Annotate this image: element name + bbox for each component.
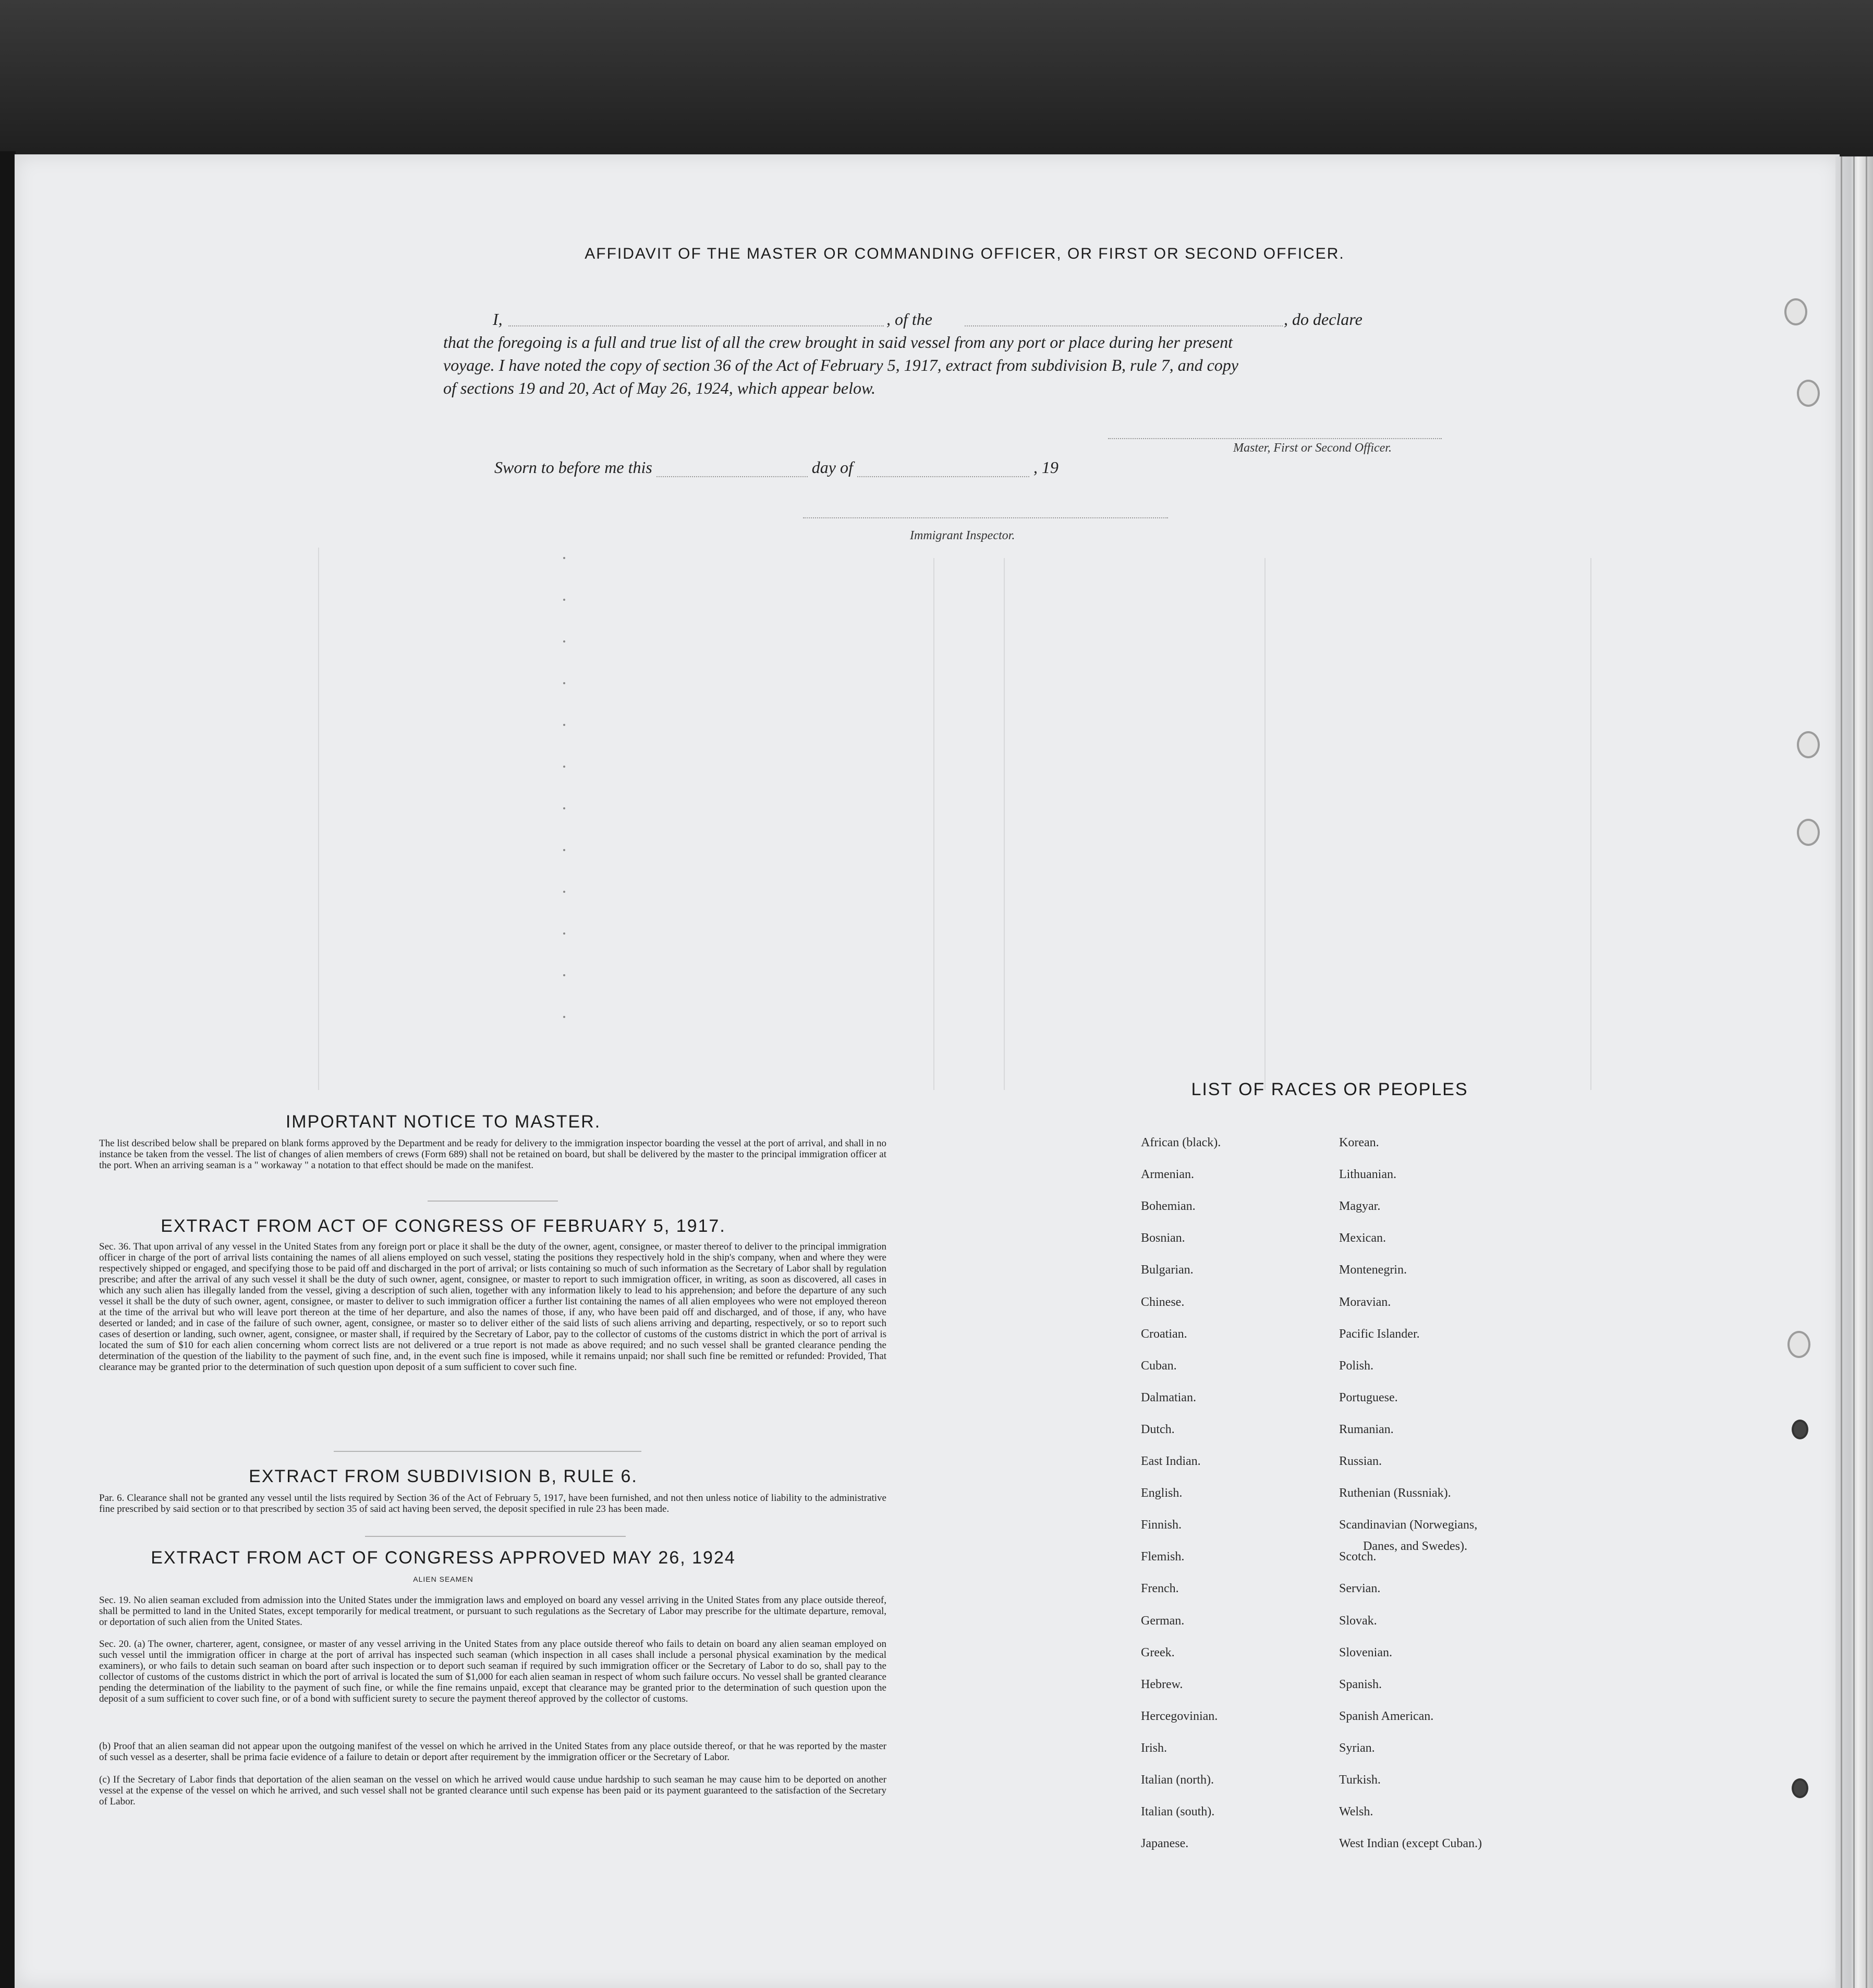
race-item: Servian. <box>1339 1582 1381 1595</box>
binder-hole <box>1787 1331 1810 1358</box>
page-stack-edge <box>1835 156 1873 1988</box>
race-item: Armenian. <box>1141 1168 1194 1181</box>
race-item: Greek. <box>1141 1646 1175 1659</box>
extract-rule6-title: EXTRACT FROM SUBDIVISION B, RULE 6. <box>249 1466 638 1486</box>
extract-1924-sec20c: (c) If the Secretary of Labor finds that deportation of the alien seaman on the vessel on which he arrived would cause undue hardship to such seaman he may cause him to be deported on another vessel at the expense of the vessel on which he arrived, and such vessel shall not be granted clearance until such expense has been paid or its payment guaranteed to the satisfaction of the Secretary of Labor. <box>99 1774 886 1807</box>
race-item: Scandinavian (Norwegians, <box>1339 1518 1478 1532</box>
extract-1917-title: EXTRACT FROM ACT OF CONGRESS OF FEBRUARY 5, 1917. <box>161 1216 726 1236</box>
vessel-name-blank[interactable] <box>965 310 1283 326</box>
affidavit-body <box>443 308 1460 399</box>
race-item: Finnish. <box>1141 1518 1182 1532</box>
affidavit-title: AFFIDAVIT OF THE MASTER OR COMMANDING OFFICER, OR FIRST OR SECOND OFFICER. <box>585 245 1345 262</box>
affidavit-line: voyage. I have noted the copy of section 36 of the Act of February 5, 1917, extract from subdivision B, rule 7, and copy <box>443 356 1238 374</box>
race-item: Pacific Islander. <box>1339 1327 1420 1341</box>
extract-rule6-body: Par. 6. Clearance shall not be granted any vessel until the lists required by Section 36 of the Act of February 5, 1917, have been furnished, and not then unless notice of liability to the administrative fine prescribed by said section or to that prescribed by section 35 of said act having been served, the deposit specified in rule 23 has been made. <box>99 1493 886 1514</box>
extract-1924-sec20a: Sec. 20. (a) The owner, charterer, agent, consignee, or master of any vessel arriving in the United States from any place outside thereof who fails to detain on board any alien seaman employed on such vessel until the immigration officer in charge at the port of arrival has inspected such seaman (which inspection in all cases shall include a personal physical examination by the medical examiners), or who fails to detain such seaman on board after such inspection or to deport such seaman if required by such immigration officer or the Secretary of Labor to do so, shall pay to the collector of customs of the customs district in which the port of arrival is located the sum of $1,000 for each alien seaman in respect of whom such failure occurs. No vessel shall be granted clearance pending the determination of the liability to the payment of such fine, or while the fine remains unpaid, except that clearance may be granted prior to the determination of such question upon the deposit of a sum sufficient to cover such fine, or of a bond with sufficient surety to secure the payment thereof approved by the collector of customs. <box>99 1639 886 1704</box>
race-item: Turkish. <box>1339 1773 1381 1787</box>
binder-hole <box>1797 819 1820 846</box>
bleed-through-dot <box>563 974 565 976</box>
bleed-through-dot <box>563 557 565 559</box>
binder-hole <box>1792 1420 1808 1439</box>
sworn-month-blank[interactable] <box>857 460 1029 477</box>
bleed-through-dot <box>563 682 565 684</box>
race-item: Lithuanian. <box>1339 1168 1396 1181</box>
race-item: French. <box>1141 1582 1179 1595</box>
race-item: Rumanian. <box>1339 1423 1394 1436</box>
race-item: Syrian. <box>1339 1741 1375 1755</box>
race-item: Japanese. <box>1141 1837 1189 1850</box>
sworn-day-blank[interactable] <box>656 460 808 477</box>
binder-hole <box>1792 1778 1808 1798</box>
notice-body: The list described below shall be prepared on blank forms approved by the Department and be ready for delivery to the immigration inspector boarding the vessel at the port of arrival, and shall in no instance be taken from the vessel. The list of changes of alien members of crews (Form 689) shall not be retained on board, but shall be delivered by the master to the principal immigration officer at the port. When an arriving seaman is a " workaway " a notation to that effect should be made on the manifest. <box>99 1138 886 1171</box>
race-item: West Indian (except Cuban.) <box>1339 1837 1482 1850</box>
race-item: Croatian. <box>1141 1327 1187 1341</box>
affidavit-line: of sections 19 and 20, Act of May 26, 1924, which appear below. <box>443 379 875 397</box>
race-item: Chinese. <box>1141 1295 1185 1309</box>
race-item: Spanish American. <box>1339 1710 1434 1723</box>
race-item: Italian (north). <box>1141 1773 1214 1787</box>
sworn-day-of: day of <box>811 458 853 477</box>
race-item: Hercegovinian. <box>1141 1710 1218 1723</box>
race-item: Dutch. <box>1141 1423 1175 1436</box>
bleed-through-dot <box>563 891 565 893</box>
scanner-background-top <box>0 0 1873 156</box>
race-item: Mexican. <box>1339 1231 1386 1245</box>
race-item: Ruthenian (Russniak). <box>1339 1486 1451 1500</box>
binder-hole <box>1797 380 1820 407</box>
race-item: Flemish. <box>1141 1550 1185 1563</box>
extract-1924-sec19: Sec. 19. No alien seaman excluded from admission into the United States under the immigration laws and employed on board any vessel arriving in the United States from any place outside thereof, shall be permitted to land in the United States, except temporarily for medical treatment, or pursuant to such regulations as the Secretary of Labor may prescribe for the ultimate departure, removal, or deportation of such alien from the United States. <box>99 1595 886 1628</box>
inspector-caption: Immigrant Inspector. <box>910 529 1015 542</box>
master-name-blank[interactable] <box>508 310 884 326</box>
bleed-through-dot <box>563 724 565 726</box>
sworn-year: , 19 <box>1033 458 1059 477</box>
notice-title: IMPORTANT NOTICE TO MASTER. <box>285 1112 601 1132</box>
master-caption: Master, First or Second Officer. <box>1233 441 1392 455</box>
extract-1917-body: Sec. 36. That upon arrival of any vessel in the United States from any foreign port or place it shall be the duty of the owner, agent, consignee, or master thereof to deliver to the principal immigration officer in charge of the port of arrival lists containing the names of all aliens employed on such vessel, stating the positions they respectively hold in the ship's company, when and where they were respectively shipped or engaged, and specifying those to be paid off and discharged in the port of arrival; or lists containing so much of such information as the Secretary of Labor shall by regulation prescribe; and after the arrival of any such vessel it shall be the duty of such owner, agent, consignee, or master to report to such immigration officer, in writing, as soon as discovered, all cases in which any such alien has illegally landed from the vessel, giving a description of such alien, together with any information likely to lead to his apprehension; and before the departure of any such vessel it shall be the duty of such owner, agent, consignee, or master to deliver to such immigration officer a further list containing the names of all alien employees who were not employed thereon at the time of the arrival but who will leave port thereon at the time of her departure, and also the names of those, if any, who have been paid off and discharged, and of those, if any, who have deserted or landed; and in case of the failure of such owner, agent, consignee, or master so to deliver either of the said lists of such aliens arriving and departing, respectively, or so to report such cases of desertion or landing, such owner, agent, consignee, or master shall, if required by the Secretary of Labor, pay to the collector of customs of the customs district in which the port of arrival is located the sum of $10 for each alien concerning whom correct lists are not delivered or a true report is not made as above required; and no such vessel shall be granted clearance pending the determination of the question of the liability to the payment of such fine, and, in the event such fine is imposed, while it remains unpaid; nor shall such fine be remitted or refunded: Provided, That clearance may be granted prior to the determination of such question upon deposit of a sum sufficient to cover such fine. <box>99 1241 886 1373</box>
race-item: Dalmatian. <box>1141 1391 1196 1404</box>
sworn-text: Sworn to before me this <box>494 458 652 477</box>
race-item: Bosnian. <box>1141 1231 1185 1245</box>
race-item: Moravian. <box>1339 1295 1391 1309</box>
race-item-continued: Danes, and Swedes). <box>1363 1540 1467 1553</box>
race-item: Magyar. <box>1339 1199 1381 1213</box>
race-item: Russian. <box>1339 1454 1382 1468</box>
page-edge-line <box>1866 156 1867 1988</box>
affidavit-i: I, <box>493 310 503 329</box>
race-item: Italian (south). <box>1141 1805 1215 1819</box>
race-item: English. <box>1141 1486 1183 1500</box>
extract-1924-title: EXTRACT FROM ACT OF CONGRESS APPROVED MAY 26, 1924 <box>151 1548 736 1568</box>
race-item: Slovak. <box>1339 1614 1377 1628</box>
race-item: Korean. <box>1339 1136 1379 1149</box>
affidavit-line: that the foregoing is a full and true list of all the crew brought in said vessel from any port or place during her present <box>443 333 1233 351</box>
sworn-statement <box>494 458 1059 477</box>
page-edge-line <box>1853 156 1855 1988</box>
section-divider <box>365 1536 626 1537</box>
bleed-through-dot <box>563 766 565 768</box>
page-edge-line <box>1841 156 1842 1988</box>
race-item: Portuguese. <box>1339 1391 1398 1404</box>
bleed-through-column <box>1004 558 1005 1090</box>
inspector-signature-line[interactable] <box>803 517 1168 518</box>
race-item: Irish. <box>1141 1741 1167 1755</box>
race-item: Polish. <box>1339 1359 1374 1373</box>
affidavit-line <box>443 308 1460 331</box>
bleed-through-dot <box>563 849 565 851</box>
race-item: African (black). <box>1141 1136 1221 1149</box>
document-page <box>15 154 1840 1988</box>
bleed-through-dot <box>563 1016 565 1018</box>
race-item: Bohemian. <box>1141 1199 1196 1213</box>
race-item: Scotch. <box>1339 1550 1377 1563</box>
binder-hole <box>1784 298 1807 325</box>
bleed-through-column <box>1264 558 1266 1090</box>
race-item: Bulgarian. <box>1141 1263 1194 1277</box>
bleed-through-dot <box>563 599 565 601</box>
race-item: German. <box>1141 1614 1185 1628</box>
alien-seamen-subtitle: ALIEN SEAMEN <box>413 1575 473 1583</box>
bleed-through-dot <box>563 640 565 643</box>
race-item: East Indian. <box>1141 1454 1201 1468</box>
bleed-through-dot <box>563 932 565 935</box>
binder-hole <box>1797 731 1820 758</box>
bleed-through-column <box>318 548 319 1090</box>
bleed-through-dot <box>563 807 565 809</box>
races-title: LIST OF RACES OR PEOPLES <box>1191 1080 1468 1099</box>
affidavit-of-the: , of the <box>886 310 932 329</box>
race-item: Montenegrin. <box>1339 1263 1407 1277</box>
race-item: Hebrew. <box>1141 1678 1183 1691</box>
race-item: Spanish. <box>1339 1678 1382 1691</box>
race-item: Cuban. <box>1141 1359 1177 1373</box>
section-divider <box>334 1451 641 1452</box>
bleed-through-column <box>933 558 934 1090</box>
affidavit-declare: , do declare <box>1284 310 1363 329</box>
section-divider <box>428 1201 558 1202</box>
bleed-through-column <box>1590 558 1591 1090</box>
scanner-background-left <box>0 151 16 1988</box>
extract-1924-sec20b: (b) Proof that an alien seaman did not appear upon the outgoing manifest of the vessel on which he arrived in the United States from any place outside thereof, or that he was reported by the master of such vessel as a deserter, shall be prima facie evidence of a failure to detain or deport after requirement by the immigration officer or the Secretary of Labor. <box>99 1741 886 1763</box>
race-item: Welsh. <box>1339 1805 1373 1819</box>
race-item: Slovenian. <box>1339 1646 1392 1659</box>
master-signature-line[interactable] <box>1108 438 1442 439</box>
